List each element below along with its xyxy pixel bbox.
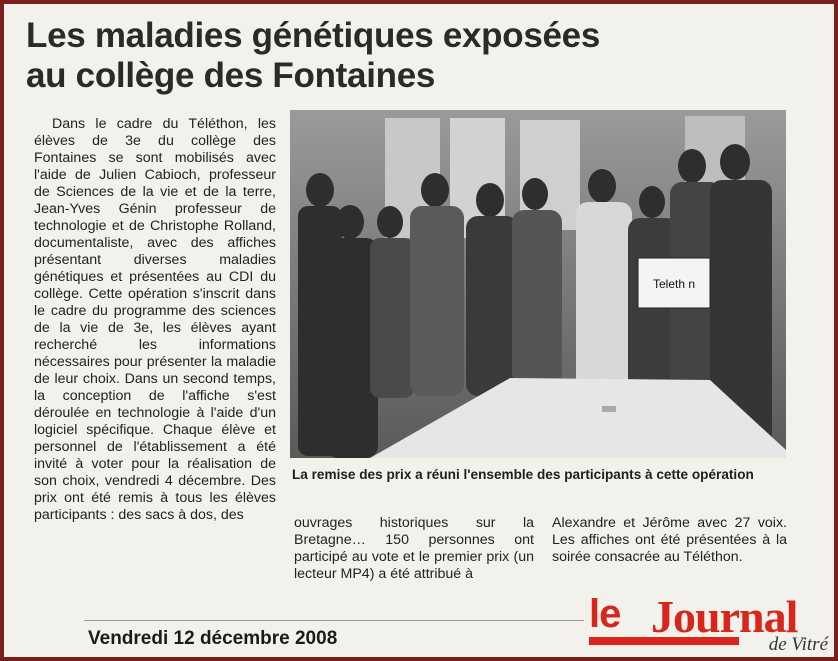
headline-line-1: Les maladies génétiques exposées: [26, 16, 601, 55]
footer-divider: [84, 620, 584, 621]
article-column-1: Dans le cadre du Téléthon, les élèves de 3e du collège des Fontaines se sont mobilisés avec l'aide de Julien Cabioch, professeur de Sciences de la vie et de la terre, Jean-Yves Génin professeur de technologie et de Christophe Rolland, documentaliste, avec des affiches présentant diverses maladies génétiques et présentées au CDI du collège. Cette opération s'inscrit dans le cadre du programme des sciences de la vie de 3e, les élèves ayant recherché les informations nécessaires pour présenter la maladie de leur choix. Dans un second temps, la conception de l'affiche s'est déroulée en technologie à l'aide d'un logiciel spécifique. Chaque élève et personnel de l'établissement a été invité à voter pour la réalisation de son choix, vendredi 4 décembre. Des prix ont été remis à tous les élèves participants : des sacs à dos, des: [34, 116, 276, 523]
photo-illustration: [290, 110, 786, 458]
publication-date: Vendredi 12 décembre 2008: [88, 628, 338, 649]
telethon-sign: Teleth n: [652, 277, 696, 291]
headline: [26, 16, 806, 96]
group-photo: [290, 110, 786, 458]
article-column-2: ouvrages historiques sur la Bretagne… 150 personnes ont participé au vote et le premier prix (un lecteur MP4) a été attribué à: [294, 515, 534, 582]
headline-line-2: au collège des Fontaines: [26, 56, 436, 95]
article-column-3: Alexandre et Jérôme avec 27 voix. Les affiches ont été présentées à la soirée consacrée au Téléthon.: [552, 515, 787, 565]
photo-caption: La remise des prix a réuni l'ensemble des participants à cette opération: [292, 467, 754, 482]
logo-journal-text: Journal: [651, 591, 798, 642]
logo-subtitle: de Vitré: [768, 634, 828, 655]
logo-le-text: le: [589, 592, 621, 636]
newspaper-logo: [589, 592, 834, 658]
